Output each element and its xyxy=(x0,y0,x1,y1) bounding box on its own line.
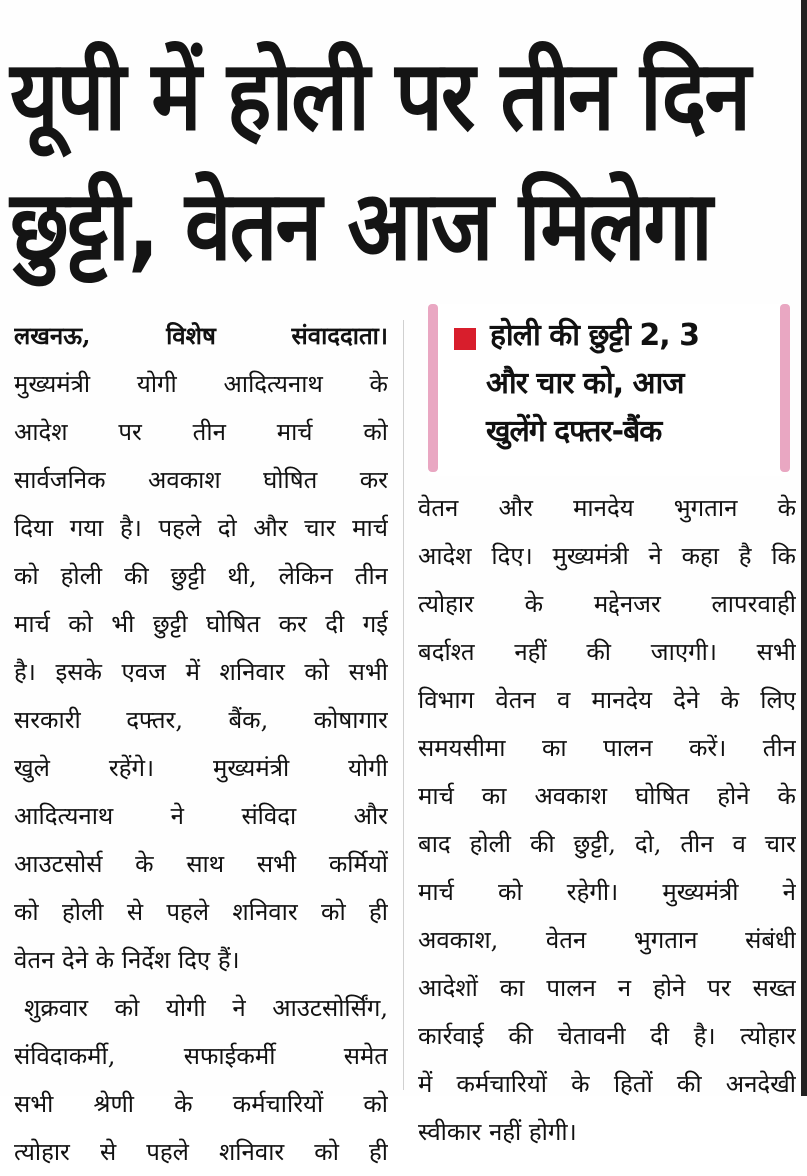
article-line: सरकारी दफ्तर, बैंक, कोषागार xyxy=(14,706,388,734)
highlight-line-1: होली की छुट्टी 2, 3 xyxy=(490,318,700,353)
right-column xyxy=(418,484,796,1156)
column-divider xyxy=(403,320,404,1090)
article-line: आउटसोर्स के साथ सभी कर्मियों xyxy=(14,850,388,878)
left-column xyxy=(14,312,388,1176)
article-line: खुले रहेंगे। मुख्यमंत्री योगी xyxy=(14,754,388,782)
article-line: स्वीकार नहीं होगी। xyxy=(418,1118,577,1146)
headline-line-2: छुट्टी, वेतन आज मिलेगा xyxy=(10,169,711,282)
article-line: सार्वजनिक अवकाश घोषित कर xyxy=(14,466,388,494)
article-line: को होली की छुट्टी थी, लेकिन तीन xyxy=(14,562,388,590)
article-line: संविदाकर्मी, सफाईकर्मी समेत xyxy=(14,1042,388,1070)
article-line: आदेशों का पालन न होने पर सख्त xyxy=(418,974,796,1002)
article-line: बाद होली की छुट्टी, दो, तीन व चार xyxy=(418,830,796,858)
page-edge xyxy=(801,0,807,1096)
article-line: आदेश दिए। मुख्यमंत्री ने कहा है कि xyxy=(418,542,796,570)
article-line: मुख्यमंत्री योगी आदित्यनाथ के xyxy=(14,370,388,398)
article-line: शुक्रवार को योगी ने आउटसोर्सिंग, xyxy=(24,994,388,1022)
article-line: त्योहार के मद्देनजर लापरवाही xyxy=(418,590,796,618)
article-line: वेतन देने के निर्देश दिए हैं। xyxy=(14,946,240,974)
article-line: वेतन और मानदेय भुगतान के xyxy=(418,494,796,522)
article-line: सभी श्रेणी के कर्मचारियों को xyxy=(14,1090,388,1118)
article-line: कार्रवाई की चेतावनी दी है। त्योहार xyxy=(418,1022,796,1050)
highlight-line-3: खुलेंगे दफ्तर-बैंक xyxy=(486,414,662,449)
headline-line-1: यूपी में होली पर तीन दिन xyxy=(10,39,750,152)
highlight-left-bar xyxy=(428,304,438,472)
article-line: मार्च को भी छुट्टी घोषित कर दी गई xyxy=(14,610,388,638)
highlight-box xyxy=(428,304,790,476)
dateline: लखनऊ, विशेष संवाददाता। xyxy=(14,321,388,350)
article-line: है। इसके एवज में शनिवार को सभी xyxy=(14,658,388,686)
article-line: आदेश पर तीन मार्च को xyxy=(14,418,388,446)
article-line: समयसीमा का पालन करें। तीन xyxy=(418,734,796,762)
article-line: विभाग वेतन व मानदेय देने के लिए xyxy=(418,686,796,714)
article-line: बर्दाश्त नहीं की जाएगी। सभी xyxy=(418,638,796,666)
article-line: मार्च को रहेगी। मुख्यमंत्री ने xyxy=(418,878,796,906)
highlight-right-bar xyxy=(780,304,790,472)
article-line: आदित्यनाथ ने संविदा और xyxy=(14,802,388,830)
article-line: मार्च का अवकाश घोषित होने के xyxy=(418,782,796,810)
highlight-line-2: और चार को, आज xyxy=(486,366,684,401)
article-line: दिया गया है। पहले दो और चार मार्च xyxy=(14,514,388,542)
article-line: अवकाश, वेतन भुगतान संबंधी xyxy=(418,926,796,954)
red-bullet-icon xyxy=(454,328,476,350)
article-line: त्योहार से पहले शनिवार को ही xyxy=(14,1138,388,1166)
article-line: में कर्मचारियों के हितों की अनदेखी xyxy=(418,1070,796,1098)
article-line: को होली से पहले शनिवार को ही xyxy=(14,898,388,926)
